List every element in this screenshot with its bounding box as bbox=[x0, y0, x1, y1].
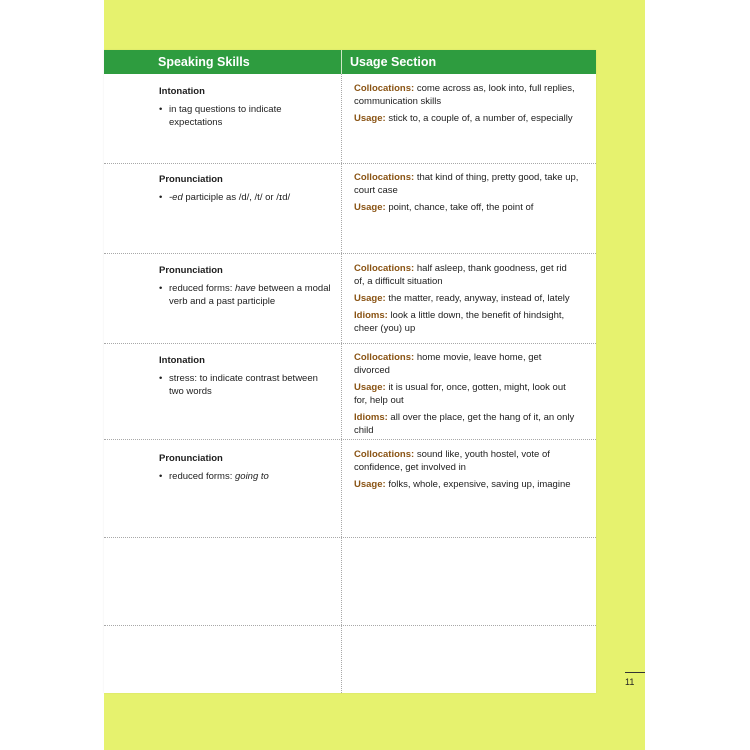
skill-title: Intonation bbox=[159, 355, 205, 366]
idioms-line: Idioms: look a little down, the benefit of hindsight, cheer (you) up bbox=[354, 310, 565, 334]
column-divider bbox=[341, 74, 342, 693]
skill-bullet: • reduced forms: have between a modal verb and a past participle bbox=[159, 282, 334, 308]
skill-title: Pronunciation bbox=[159, 174, 223, 185]
skill-bullet: • in tag questions to indicate expectations bbox=[159, 103, 334, 129]
table-row-4-skill bbox=[159, 354, 334, 398]
row-separator bbox=[104, 343, 596, 344]
usage-line: Usage: stick to, a couple of, a number of, especially bbox=[354, 113, 573, 124]
table-row-2-skill bbox=[159, 173, 334, 204]
table-row-2-usage bbox=[354, 171, 579, 218]
idioms-line: Idioms: all over the place, get the hang of it, an only child bbox=[354, 412, 575, 436]
collocations-line: Collocations: home movie, leave home, get divorced bbox=[354, 352, 542, 376]
table-row-1-skill bbox=[159, 85, 334, 129]
speaking-skills-heading: Speaking Skills bbox=[158, 55, 250, 69]
skill-title: Pronunciation bbox=[159, 265, 223, 276]
skill-bullet: • reduced forms: going to bbox=[159, 470, 334, 483]
table-header bbox=[104, 50, 596, 74]
usage-line: Usage: point, chance, take off, the point of bbox=[354, 202, 534, 213]
table-row-5-usage bbox=[354, 448, 579, 495]
table-row-4-usage bbox=[354, 351, 579, 441]
page-number: 11 bbox=[625, 677, 635, 687]
table-row-3-skill bbox=[159, 264, 334, 308]
collocations-line: Collocations: that kind of thing, pretty good, take up, court case bbox=[354, 172, 579, 196]
skill-bullet: • stress: to indicate contrast between two words bbox=[159, 372, 334, 398]
skill-title: Pronunciation bbox=[159, 453, 223, 464]
row-separator bbox=[104, 625, 596, 626]
header-divider bbox=[341, 50, 342, 74]
table-row-1-usage bbox=[354, 82, 579, 129]
row-separator bbox=[104, 253, 596, 254]
usage-section-heading: Usage Section bbox=[350, 55, 437, 69]
skill-bullet: • -ed participle as /d/, /t/ or /ɪd/ bbox=[159, 191, 334, 204]
collocations-line: Collocations: come across as, look into, full replies, communication skills bbox=[354, 83, 575, 107]
row-separator bbox=[104, 537, 596, 538]
table-row-3-usage bbox=[354, 262, 579, 339]
row-separator bbox=[104, 163, 596, 164]
usage-line: Usage: the matter, ready, anyway, instead of, lately bbox=[354, 293, 570, 304]
collocations-line: Collocations: half asleep, thank goodness, get rid of, a difficult situation bbox=[354, 263, 567, 287]
table-row-5-skill bbox=[159, 452, 334, 483]
skill-title: Intonation bbox=[159, 86, 205, 97]
usage-line: Usage: it is usual for, once, gotten, might, look out for, help out bbox=[354, 382, 566, 406]
usage-line: Usage: folks, whole, expensive, saving up, imagine bbox=[354, 479, 571, 490]
skills-table bbox=[104, 50, 596, 693]
page-number-rule bbox=[625, 672, 645, 673]
collocations-line: Collocations: sound like, youth hostel, vote of confidence, get involved in bbox=[354, 449, 550, 473]
